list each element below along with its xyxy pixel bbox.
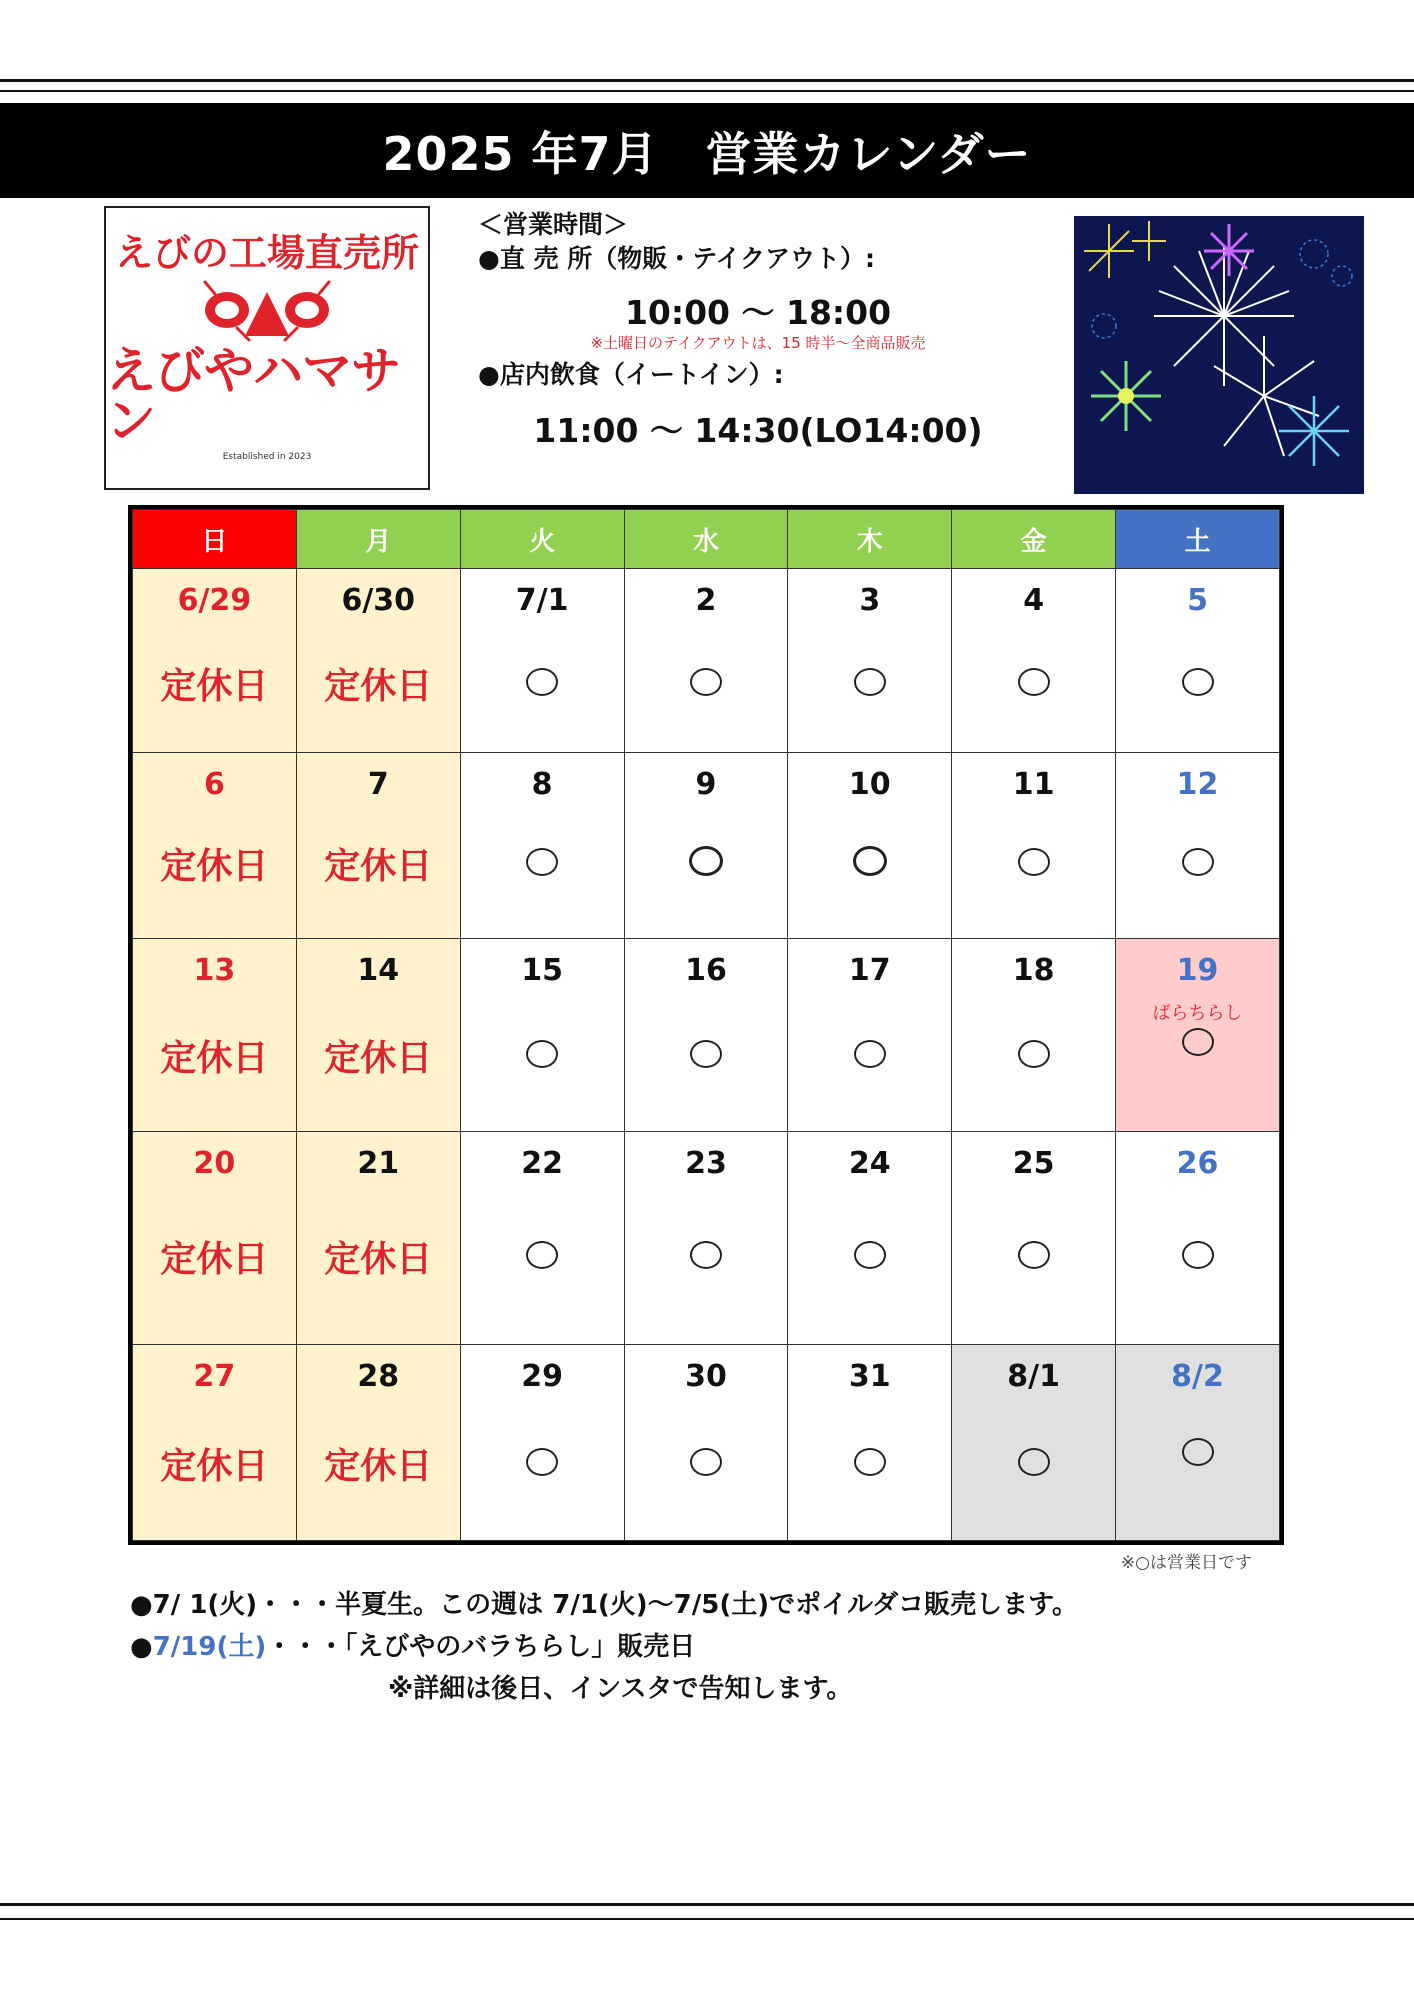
day-number: 15	[521, 953, 563, 988]
open-day-mark	[1116, 1435, 1279, 1475]
notices	[130, 1584, 1280, 1710]
logo-text-top: えびの工場直売所	[114, 231, 419, 275]
day-number: 18	[1012, 953, 1055, 988]
calendar-day	[788, 569, 952, 753]
calendar-day	[624, 753, 788, 939]
notice-bullet: ●	[130, 1632, 153, 1662]
notice-line-2	[130, 1626, 1280, 1668]
shop-hours-note: ※土曜日のテイクアウトは、15 時半～全商品販売	[590, 334, 926, 352]
calendar-day	[460, 1345, 624, 1541]
shrimp-icon	[197, 280, 337, 342]
closed-label: 定休日	[324, 1239, 433, 1280]
fireworks-illustration	[1074, 216, 1364, 494]
day-number: 16	[685, 953, 727, 988]
day-number: 24	[848, 1146, 891, 1181]
calendar-day	[788, 1132, 952, 1345]
open-day-mark	[952, 1238, 1115, 1278]
calendar-day	[460, 569, 624, 753]
page-title: 2025 年7月 営業カレンダー	[0, 103, 1414, 198]
open-day-mark	[625, 1037, 788, 1077]
calendar-table	[132, 509, 1280, 1541]
open-day-mark	[461, 1037, 624, 1077]
calendar-day	[296, 939, 460, 1132]
calendar-day	[624, 1132, 788, 1345]
weekday-header-sun: 日	[133, 510, 297, 569]
open-day-mark	[625, 1238, 788, 1278]
logo-established: Established in 2023	[222, 452, 312, 462]
day-number: 26	[1176, 1146, 1219, 1181]
open-day-mark	[1116, 845, 1279, 885]
day-number: 14	[357, 953, 400, 988]
open-day-mark	[788, 845, 951, 885]
closed-label: 定休日	[324, 666, 433, 707]
calendar-day	[952, 939, 1116, 1132]
notice-date: 7/19(土)	[152, 1632, 267, 1662]
open-day-mark	[1116, 665, 1279, 705]
open-day-mark	[788, 1037, 951, 1077]
calendar-day	[133, 1132, 297, 1345]
day-number: 28	[357, 1359, 400, 1394]
open-day-mark	[461, 1445, 624, 1485]
calendar-day-next-month	[1116, 1345, 1280, 1541]
day-number: 27	[193, 1359, 236, 1394]
calendar-day	[952, 569, 1116, 753]
calendar-day	[296, 1132, 460, 1345]
calendar-day	[296, 569, 460, 753]
weekday-header-thu: 木	[788, 510, 952, 569]
shop-hours-time: 10:00 ～ 18:00	[624, 293, 892, 332]
day-number: 7/1	[515, 583, 569, 618]
day-number: 8/1	[1007, 1359, 1060, 1394]
day-number: 30	[685, 1359, 727, 1394]
calendar-day	[1116, 753, 1280, 939]
open-day-mark	[461, 1238, 624, 1278]
calendar-day-event	[1116, 939, 1280, 1132]
open-day-mark	[1116, 1238, 1279, 1278]
weekday-header-fri: 金	[952, 510, 1116, 569]
calendar-day	[624, 1345, 788, 1541]
day-number: 17	[848, 953, 891, 988]
calendar-day	[460, 939, 624, 1132]
closed-label: 定休日	[160, 1038, 269, 1079]
calendar-day	[952, 1132, 1116, 1345]
bottom-rule-thin	[0, 1918, 1414, 1920]
day-number: 12	[1176, 767, 1219, 802]
open-day-mark	[625, 1445, 788, 1485]
calendar-day	[788, 1345, 952, 1541]
logo-text-bottom: えびやハマサン	[106, 342, 400, 450]
open-day-mark	[952, 845, 1115, 885]
calendar-day	[1116, 569, 1280, 753]
day-number: 31	[848, 1359, 891, 1394]
weekday-header-mon: 月	[296, 510, 460, 569]
calendar-day	[788, 939, 952, 1132]
day-number: 2	[695, 583, 717, 618]
calendar-day	[133, 753, 297, 939]
day-number: 19	[1176, 953, 1219, 988]
calendar-day	[952, 753, 1116, 939]
day-number: 25	[1012, 1146, 1055, 1181]
calendar-week	[133, 569, 1280, 753]
open-day-mark	[1116, 1025, 1279, 1065]
day-number: 9	[695, 767, 717, 802]
open-day-mark	[461, 665, 624, 705]
calendar-day	[133, 1345, 297, 1541]
day-number: 20	[193, 1146, 236, 1181]
weekday-header-tue: 火	[460, 510, 624, 569]
day-number: 4	[1023, 583, 1045, 618]
closed-label: 定休日	[160, 1239, 269, 1280]
shop-hours-label: ●直 売 所（物販・テイクアウト）:	[478, 244, 875, 273]
day-number: 6/30	[341, 583, 416, 618]
calendar-day-next-month	[952, 1345, 1116, 1541]
calendar-week	[133, 1132, 1280, 1345]
event-note: ばらちらし	[1152, 1003, 1243, 1024]
weekday-header-row	[133, 510, 1280, 569]
shop-logo	[104, 206, 430, 490]
day-number: 6	[203, 767, 225, 802]
closed-label: 定休日	[324, 846, 433, 887]
eatin-hours-time: 11:00 ～ 14:30(LO14:00)	[533, 411, 983, 450]
calendar-day	[624, 569, 788, 753]
open-day-mark	[788, 1445, 951, 1485]
calendar-day	[788, 753, 952, 939]
eatin-hours-label: ●店内飲食（イートイン）:	[478, 360, 784, 389]
calendar-day	[624, 939, 788, 1132]
day-number: 21	[357, 1146, 400, 1181]
open-day-mark	[625, 845, 788, 885]
calendar-week	[133, 939, 1280, 1132]
closed-label: 定休日	[160, 1446, 269, 1487]
weekday-header-sat: 土	[1116, 510, 1280, 569]
calendar-day	[460, 1132, 624, 1345]
calendar-day	[133, 569, 297, 753]
calendar-day	[296, 753, 460, 939]
top-rule-thick	[0, 79, 1414, 82]
day-number: 7	[367, 767, 389, 802]
calendar-week	[133, 753, 1280, 939]
calendar-day	[296, 1345, 460, 1541]
day-number: 10	[848, 767, 891, 802]
open-day-mark	[952, 1037, 1115, 1077]
day-number: 6/29	[177, 583, 252, 618]
closed-label: 定休日	[160, 666, 269, 707]
closed-label: 定休日	[324, 1038, 433, 1079]
notice-line-3: ※詳細は後日、インスタで告知します。	[388, 1674, 853, 1704]
open-day-mark	[461, 845, 624, 885]
day-number: 8/2	[1171, 1359, 1224, 1394]
notice-text: ・・・「えびやのバラちらし」販売日	[266, 1632, 696, 1662]
day-number: 11	[1012, 767, 1055, 802]
weekday-header-wed: 水	[624, 510, 788, 569]
closed-label: 定休日	[160, 846, 269, 887]
day-number: 22	[521, 1146, 563, 1181]
day-number: 29	[521, 1359, 563, 1394]
open-day-mark	[625, 665, 788, 705]
hours-heading: ＜営業時間＞	[478, 210, 629, 239]
calendar-day	[460, 753, 624, 939]
open-day-mark	[788, 665, 951, 705]
calendar-day	[1116, 1132, 1280, 1345]
open-day-mark	[788, 1238, 951, 1278]
open-day-mark	[952, 1445, 1115, 1485]
top-rule-thin	[0, 90, 1414, 92]
calendar-footnote: ※○は営業日です	[1120, 1553, 1252, 1573]
closed-label: 定休日	[324, 1446, 433, 1487]
business-calendar	[128, 505, 1284, 1545]
day-number: 23	[685, 1146, 727, 1181]
calendar-week	[133, 1345, 1280, 1541]
day-number: 13	[193, 953, 236, 988]
day-number: 5	[1187, 583, 1208, 618]
calendar-day	[133, 939, 297, 1132]
bottom-rule-thick	[0, 1903, 1414, 1906]
day-number: 8	[531, 767, 553, 802]
business-hours	[478, 208, 1038, 452]
open-day-mark	[952, 665, 1115, 705]
day-number: 3	[859, 583, 881, 618]
notice-line-1: ●7/ 1(火)・・・半夏生。この週は 7/1(火)～7/5(土)でポイルダコ販売します。	[130, 1590, 1079, 1620]
